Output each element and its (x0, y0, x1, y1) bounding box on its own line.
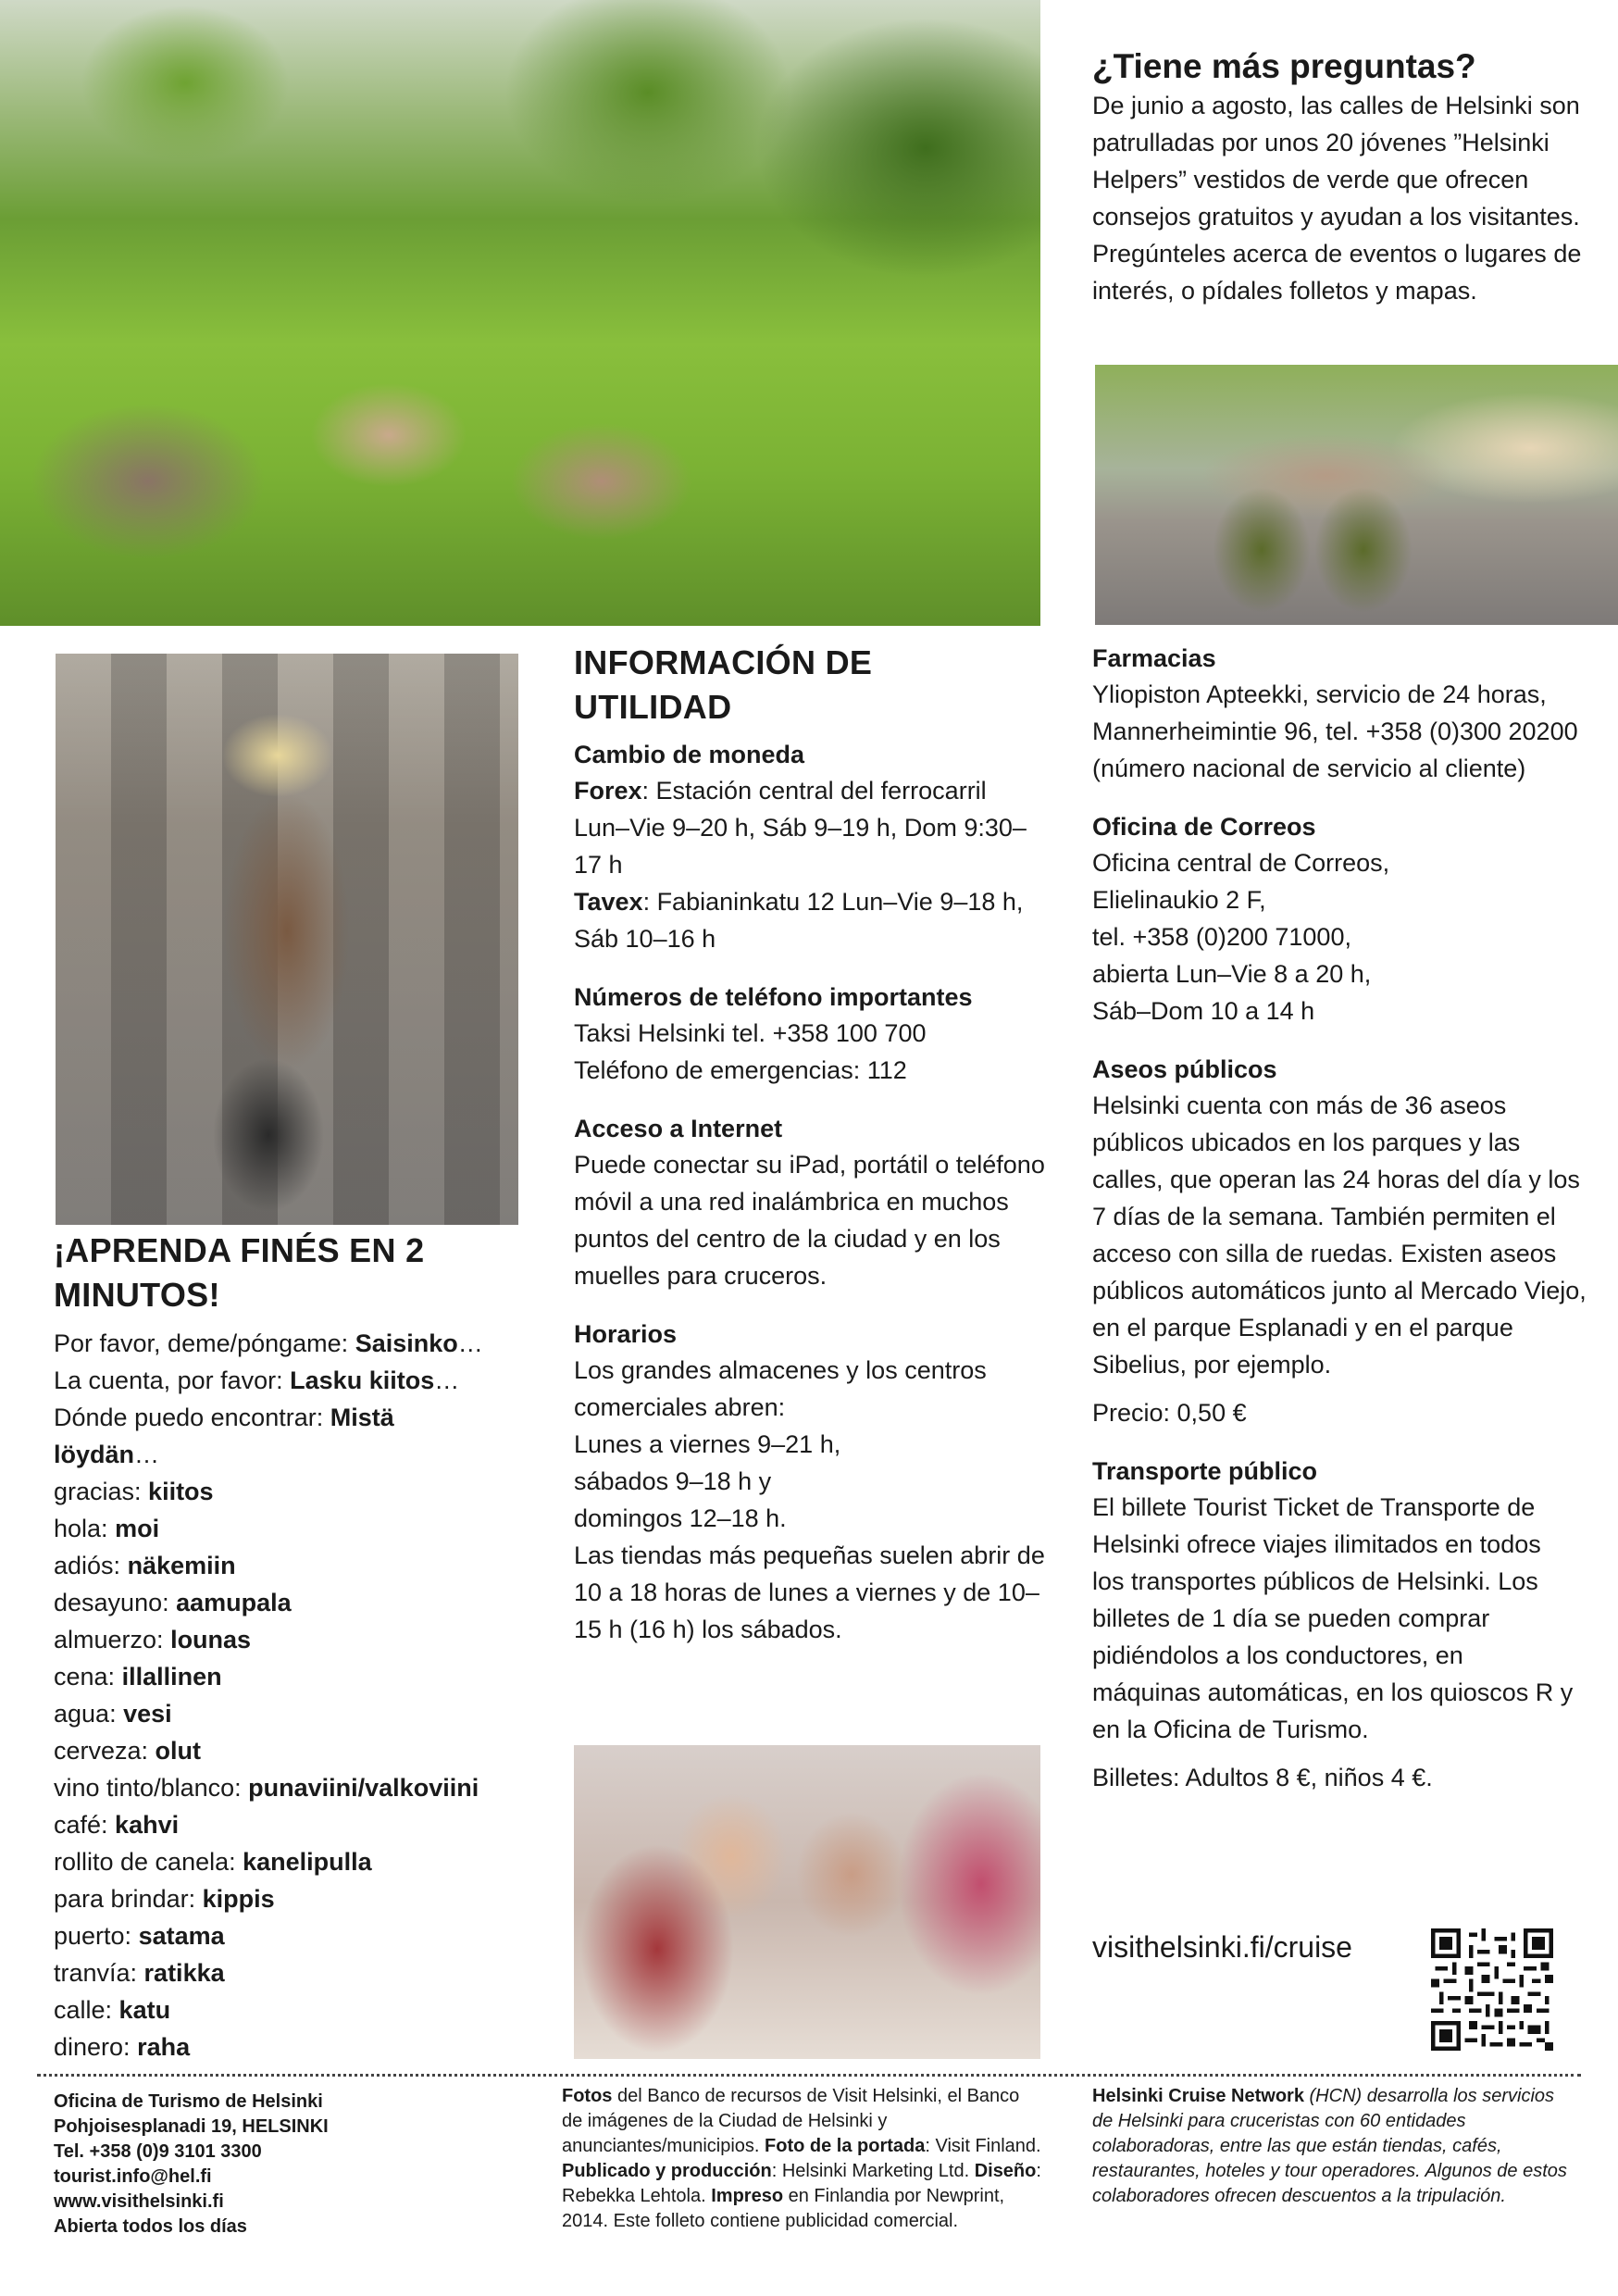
services-section (1092, 641, 1592, 1818)
phrase-item (54, 1547, 535, 1584)
phrase-spanish: café: (54, 1811, 116, 1839)
post-office-heading: Oficina de Correos (1092, 813, 1316, 841)
credits-print-label: Impreso (711, 2186, 784, 2206)
pharmacy-heading: Farmacias (1092, 644, 1216, 672)
credits-print-text: en Finlandia por Newprint, 2014. Este folleto contiene publicidad comercial. (562, 2186, 1005, 2231)
phrase-spanish: desayuno: (54, 1589, 177, 1616)
phrase-item (54, 1843, 535, 1880)
phrase-finnish: vesi (123, 1700, 172, 1728)
phrase-finnish: illallinen (121, 1663, 222, 1691)
credits-photos-text: del Banco de recursos de Visit Helsinki, el Banco de imágenes de la Ciudad de Helsinki y anunciantes/municipios. (562, 2086, 1020, 2156)
phrase-finnish: kiitos (148, 1478, 214, 1505)
emergency-phone: Teléfono de emergencias: 112 (574, 1056, 907, 1084)
phrase-finnish: aamupala (176, 1589, 292, 1616)
phrase-item (54, 1362, 535, 1399)
phrase-spanish: cena: (54, 1663, 122, 1691)
internet-heading: Acceso a Internet (574, 1115, 783, 1142)
useful-info-section (574, 641, 1046, 1670)
cruise-network-info (1092, 2084, 1574, 2209)
credits-design-text: : Rebekka Lehtola. (562, 2161, 1041, 2206)
phrase-item (54, 1584, 535, 1621)
qr-code-icon[interactable] (1431, 1928, 1553, 2051)
transport-heading: Transporte público (1092, 1457, 1318, 1485)
phrase-ellipsis: … (134, 1441, 160, 1468)
phrase-item (54, 1510, 535, 1547)
credits-design-label: Diseño (974, 2161, 1037, 2181)
forex-label: Forex (574, 777, 642, 805)
phrase-finnish: Mistä löydän (54, 1404, 394, 1468)
hours-small-shops: Las tiendas más pequeñas suelen abrir de 10 a 18 horas de lunes a viernes y de 10–15 h (16 h) los sábados. (574, 1541, 1045, 1643)
phrase-item (54, 1325, 535, 1362)
post-line-4: abierta Lun–Vie 8 a 20 h, (1092, 960, 1372, 988)
phrase-finnish: ratikka (143, 1959, 225, 1987)
hcn-text: (HCN) desarrolla los servicios de Helsinki para cruceristas con 60 entidades colaboradoras, entre las que están tiendas, cafés, restaurantes, hoteles y tour operadores. Algunos de estos colaboradores ofrecen descuentos a la tripulación. (1092, 2086, 1567, 2206)
phrase-finnish: satama (138, 1922, 225, 1950)
phrase-spanish: Por favor, deme/póngame: (54, 1329, 355, 1357)
toilets-body: Helsinki cuenta con más de 36 aseos públicos ubicados en los parques y las calles, que operan las 24 horas del día y los 7 días de la semana. También permiten el acceso con silla de ruedas. Existen aseos públicos automáticos junto al Mercado Viejo, en el parque Esplanadi y en el parque Sibelius, por ejemplo. (1092, 1092, 1587, 1379)
phrase-finnish: olut (155, 1737, 202, 1765)
post-line-5: Sáb–Dom 10 a 14 h (1092, 997, 1315, 1025)
phrase-finnish: näkemiin (127, 1552, 236, 1579)
shop-glassware-photo (574, 1745, 1040, 2059)
tavex-text: : Fabianinkatu 12 Lun–Vie 9–18 h, Sáb 10–16 h (574, 888, 1024, 953)
phrase-item (54, 1473, 535, 1510)
credits-info (562, 2084, 1043, 2234)
phrase-finnish: raha (137, 2033, 191, 2061)
hours-section (574, 1316, 1046, 1648)
phrase-finnish: katu (118, 1996, 171, 2024)
phrase-spanish: adiós: (54, 1552, 128, 1579)
forex-info (574, 772, 1046, 883)
phrase-spanish: almuerzo: (54, 1626, 171, 1653)
toilets-heading: Aseos públicos (1092, 1055, 1277, 1083)
tavex-info (574, 883, 1046, 957)
toilets-price: Precio: 0,50 € (1092, 1399, 1247, 1427)
phrase-item (54, 1954, 535, 1991)
taxi-phone: Taksi Helsinki tel. +358 100 700 (574, 1019, 927, 1047)
currency-section (574, 737, 1046, 957)
office-hours: Abierta todos los días (54, 2216, 247, 2237)
credits-publisher-label: Publicado y producción (562, 2161, 772, 2181)
phrase-spanish: hola: (54, 1515, 116, 1542)
people-picnic-park-photo (0, 0, 1040, 626)
office-address: Pohjoisesplanadi 19, HELSINKI (54, 2116, 329, 2137)
questions-body: De junio a agosto, las calles de Helsinki son patrulladas por unos 20 jóvenes ”Helsinki Helpers” vestidos de verde que ofrecen consejos gratuitos y ayudan a los visitantes. Pregúnteles acerca de eventos o lugares de interés, o pídales folletos y mapas. (1092, 92, 1582, 305)
hours-weekdays: Lunes a viernes 9–21 h, (574, 1430, 841, 1458)
phrase-finnish: kahvi (115, 1811, 180, 1839)
tourist-office-info (54, 2090, 535, 2240)
phrase-spanish: gracias: (54, 1478, 149, 1505)
footer-divider (37, 2074, 1581, 2077)
phrase-spanish: Dónde puedo encontrar: (54, 1404, 330, 1431)
phrase-item (54, 1917, 535, 1954)
credits-cover-label: Foto de la portada (765, 2136, 926, 2156)
pharmacy-body: Yliopiston Apteekki, servicio de 24 horas, Mannerheimintie 96, tel. +358 (0)300 20200 (número nacional de servicio al cliente) (1092, 680, 1578, 782)
post-line-3: tel. +358 (0)200 71000, (1092, 923, 1351, 951)
phrase-finnish: Saisinko (355, 1329, 458, 1357)
questions-section (1092, 46, 1611, 309)
phones-heading: Números de teléfono importantes (574, 983, 973, 1011)
phrase-ellipsis: … (457, 1329, 483, 1357)
credits-publisher-text: : Helsinki Marketing Ltd. (771, 2161, 975, 2181)
phrase-item (54, 1806, 535, 1843)
phrase-item (54, 1880, 535, 1917)
phrase-spanish: La cuenta, por favor: (54, 1366, 291, 1394)
toilets-section (1092, 1052, 1592, 1431)
hours-saturday: sábados 9–18 h y (574, 1467, 772, 1495)
post-line-2: Elielinaukio 2 F, (1092, 886, 1266, 914)
hours-intro: Los grandes almacenes y los centros comerciales abren: (574, 1356, 987, 1421)
hours-sunday: domingos 12–18 h. (574, 1504, 787, 1532)
phrase-item (54, 1732, 535, 1769)
phrase-spanish: agua: (54, 1700, 124, 1728)
phrase-spanish: rollito de canela: (54, 1848, 243, 1876)
phrase-item (54, 1991, 535, 2028)
phrase-spanish: calle: (54, 1996, 119, 2024)
questions-title: ¿Tiene más preguntas? (1092, 47, 1476, 85)
office-email[interactable]: tourist.info@hel.fi (54, 2166, 212, 2187)
office-website[interactable]: www.visithelsinki.fi (54, 2191, 224, 2212)
internet-body: Puede conectar su iPad, portátil o teléfono móvil a una red inalámbrica en muchos puntos del centro de la ciudad y en los muelles para cruceros. (574, 1151, 1045, 1290)
helsinki-helpers-bicycles-photo (1095, 365, 1618, 625)
phrase-item (54, 1658, 535, 1695)
tourists-with-luggage-photo (56, 654, 518, 1225)
phrase-ellipsis: … (434, 1366, 460, 1394)
phrase-finnish: moi (115, 1515, 160, 1542)
phrase-finnish: kanelipulla (243, 1848, 372, 1876)
phrase-item (54, 1695, 535, 1732)
phrase-finnish: lounas (170, 1626, 252, 1653)
phrase-spanish: cerveza: (54, 1737, 156, 1765)
transport-section (1092, 1454, 1592, 1796)
forex-text: : Estación central del ferrocarril Lun–Vie 9–20 h, Sáb 9–19 h, Dom 9:30–17 h (574, 777, 1027, 879)
phrase-list (54, 1325, 535, 2065)
internet-section (574, 1111, 1046, 1294)
cruise-url[interactable]: visithelsinki.fi/cruise (1092, 1930, 1352, 1964)
phrase-spanish: dinero: (54, 2033, 138, 2061)
learn-finnish-title: ¡APRENDA FINÉS EN 2 MINUTOS! (54, 1231, 425, 1314)
phrase-item (54, 1621, 535, 1658)
phrase-finnish: Lasku kiitos (290, 1366, 435, 1394)
pharmacy-section (1092, 641, 1592, 787)
phrase-spanish: vino tinto/blanco: (54, 1774, 249, 1802)
transport-price: Billetes: Adultos 8 €, niños 4 €. (1092, 1764, 1433, 1791)
hours-heading: Horarios (574, 1320, 678, 1348)
phrase-spanish: para brindar: (54, 1885, 203, 1913)
phones-section (574, 980, 1046, 1089)
credits-photos-label: Fotos (562, 2086, 613, 2106)
office-name: Oficina de Turismo de Helsinki (54, 2091, 323, 2112)
hcn-name: Helsinki Cruise Network (1092, 2086, 1304, 2106)
phrase-item (54, 2028, 535, 2065)
tavex-label: Tavex (574, 888, 643, 916)
phrase-finnish: kippis (202, 1885, 275, 1913)
useful-info-title: INFORMACIÓN DE UTILIDAD (574, 643, 873, 726)
office-phone: Tel. +358 (0)9 3101 3300 (54, 2141, 262, 2162)
phrase-item (54, 1769, 535, 1806)
phrase-finnish: punaviini/valkoviini (248, 1774, 479, 1802)
phrase-spanish: tranvía: (54, 1959, 144, 1987)
credits-cover-text: : Visit Finland. (925, 2136, 1041, 2156)
post-office-section (1092, 809, 1592, 1029)
post-line-1: Oficina central de Correos, (1092, 849, 1390, 877)
phrase-item (54, 1399, 489, 1473)
learn-finnish-section (54, 1229, 535, 2065)
transport-body: El billete Tourist Ticket de Transporte de Helsinki ofrece viajes ilimitados en todos los transportes públicos de Helsinki. Los billetes de 1 día se pueden comprar pidiéndolos a los conductores, en máquinas automáticas, en los quioscos R y en la Oficina de Turismo. (1092, 1493, 1574, 1743)
currency-heading: Cambio de moneda (574, 741, 805, 768)
phrase-spanish: puerto: (54, 1922, 139, 1950)
